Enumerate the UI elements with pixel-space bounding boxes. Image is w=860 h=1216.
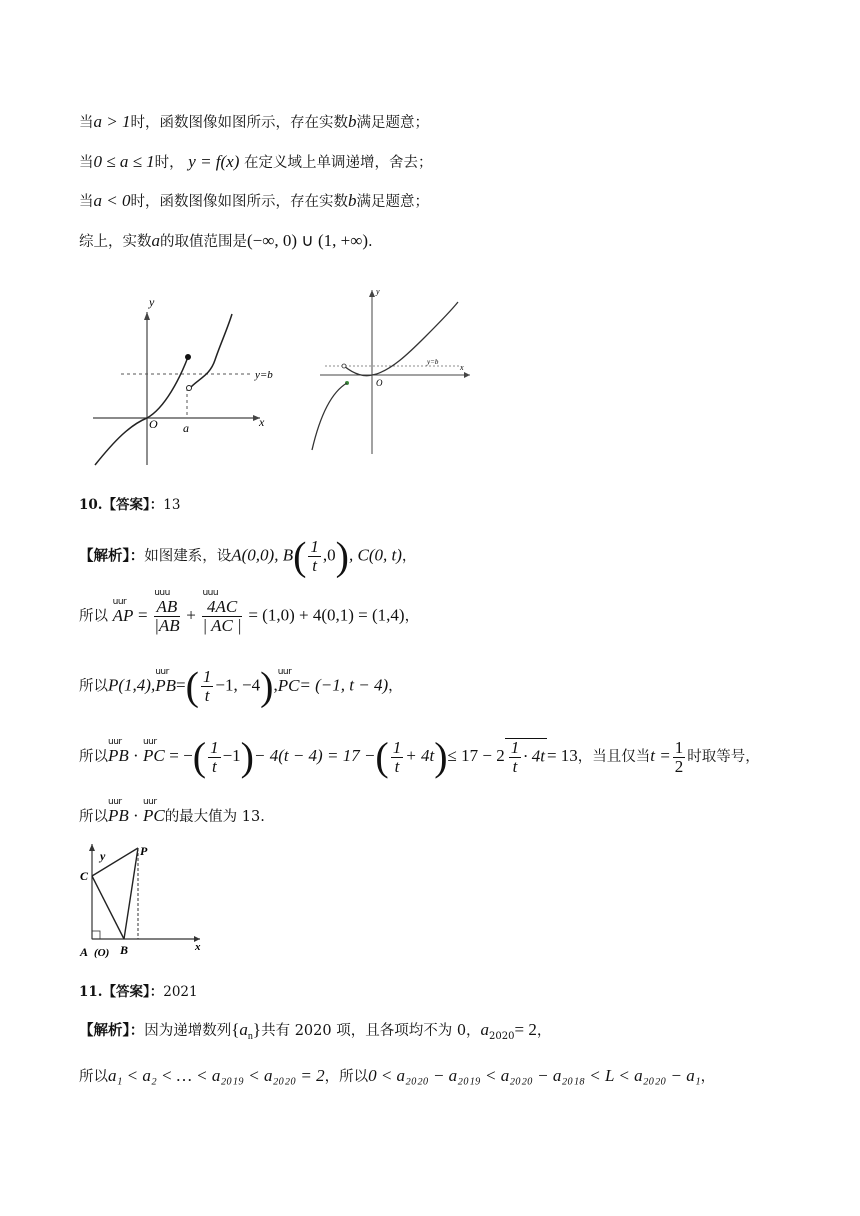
q10-analysis-line-3: 所以P(1,4),uur PB=( $\frac{1}{t}$ −1, −4),uur PC= (−1, t − 4)， [79,668,403,712]
fig-x-label: x [195,941,201,953]
y-axis-label: y [149,295,155,309]
q11-answer: 11.【答案】：2021 [79,984,198,1000]
line-y-b-label: y=b [255,369,273,381]
q10-analysis-line-1: 【解析】：如图建系，设A(0,0), B( $\frac{1}{t}$ ,0), C(0, t)， [79,533,417,579]
function-graph-a-less-0 [300,282,480,457]
x-axis-label: x [259,415,265,429]
fig-b-label: B [120,943,129,957]
fig-c-label: C [80,869,89,883]
q11-analysis-line-1: 【解析】：因为递增数列$\{a_n\}$共有 2020 项，且各项均不为 0，$a_{2020}= 2$， [79,1020,552,1042]
q10-analysis-line-5: 所以uur PB · uur PC的最大值为 13. [79,806,265,827]
text-line-4: 综上，实数a的取值范围是(−∞, 0) ∪ (1, +∞). [79,231,373,250]
q10-analysis-line-2: 所以 uur AP = uuu $\frac{AB}{|AB}$ + uuu $\frac{4AC}{| AC |}$ = (1,0) + 4(0,1) = (1,4)， [79,598,419,644]
line-y-b-label: y=b [427,358,439,366]
y-axis-label: y [376,287,380,296]
origin-label: O [376,378,383,388]
q10-analysis-line-4: 所以uur PB · uur PC = −( $\frac{1}{t}$ −1)− 4(t − 4) = 17 −( $\frac{1}{t}$ + 4t)≤ 17 − 2 $\frac{1}{t}$ · 4t = 13，当且仅当t = $\frac{1}{2}$ 时取等号， [79,738,760,782]
text-line-3: 当a < 0时，函数图像如图所示，存在实数b满足题意； [79,191,429,210]
fig-a-label: A [80,945,89,959]
fig-p-label: P [140,844,148,858]
q10-answer: 10.【答案】：13 [79,497,181,513]
origin-label: O [149,417,158,431]
fig-o-label: (O) [94,947,110,959]
q11-analysis-line-2: 所以a₁ < a₂ < … < a₂₀₁₉ < a₂₀₂₀ = 2，所以0 < a₂₀₂₀ − a₂₀₁₉ < a₂₀₂₀ − a₂₀₁₈ < L < a₂₀₂₀ − a₁， [79,1066,716,1085]
function-graph-a-greater-1 [85,290,285,470]
point-a-label: a [183,421,189,435]
coordinate-figure [78,838,208,963]
text-line-1: 当a > 1时，函数图像如图所示，存在实数b满足题意； [79,112,429,131]
fig-y-label: y [100,849,106,863]
text-line-2: 当0 ≤ a ≤ 1时， y = f(x) 在定义域上单调递增，舍去； [79,152,433,171]
x-axis-label: x [460,363,464,372]
